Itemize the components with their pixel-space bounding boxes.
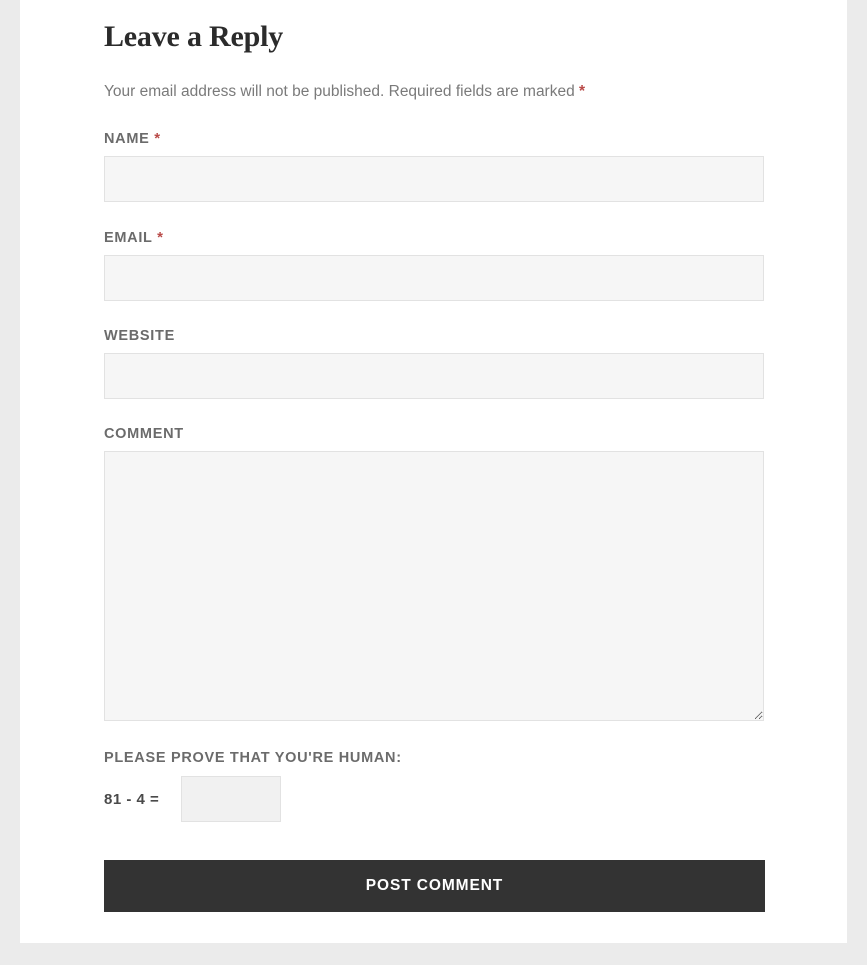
captcha-input[interactable] [181,776,281,822]
required-fields-note [104,81,765,103]
email-input[interactable] [104,255,764,301]
comment-form [104,0,765,912]
page-title: Leave a Reply [104,20,284,53]
website-label [104,328,765,344]
captcha-row [104,776,765,822]
captcha-block [104,750,765,822]
field-name [104,130,765,202]
name-label-text: NAME [104,131,150,147]
website-input[interactable] [104,353,764,399]
required-marker-icon: * [579,83,586,100]
field-comment [104,426,765,721]
comment-textarea[interactable] [104,451,764,721]
field-email [104,229,765,301]
name-required-icon: * [154,130,161,147]
comment-form-sheet [20,0,847,943]
post-comment-button[interactable]: POST COMMENT [104,860,765,912]
name-label [104,130,765,147]
captcha-label: PLEASE PROVE THAT YOU'RE HUMAN: [104,750,402,766]
website-label-text: WEBSITE [104,328,175,344]
email-label [104,229,765,246]
field-website [104,328,765,399]
email-label-text: EMAIL [104,230,153,246]
required-fields-note-text: Your email address will not be published. Required fields are marked [104,83,575,100]
email-required-icon: * [157,229,163,246]
captcha-question: 81 - 4 = [104,790,160,808]
comment-label [104,426,765,442]
comment-label-text: COMMENT [104,426,184,442]
name-input[interactable] [104,156,764,202]
